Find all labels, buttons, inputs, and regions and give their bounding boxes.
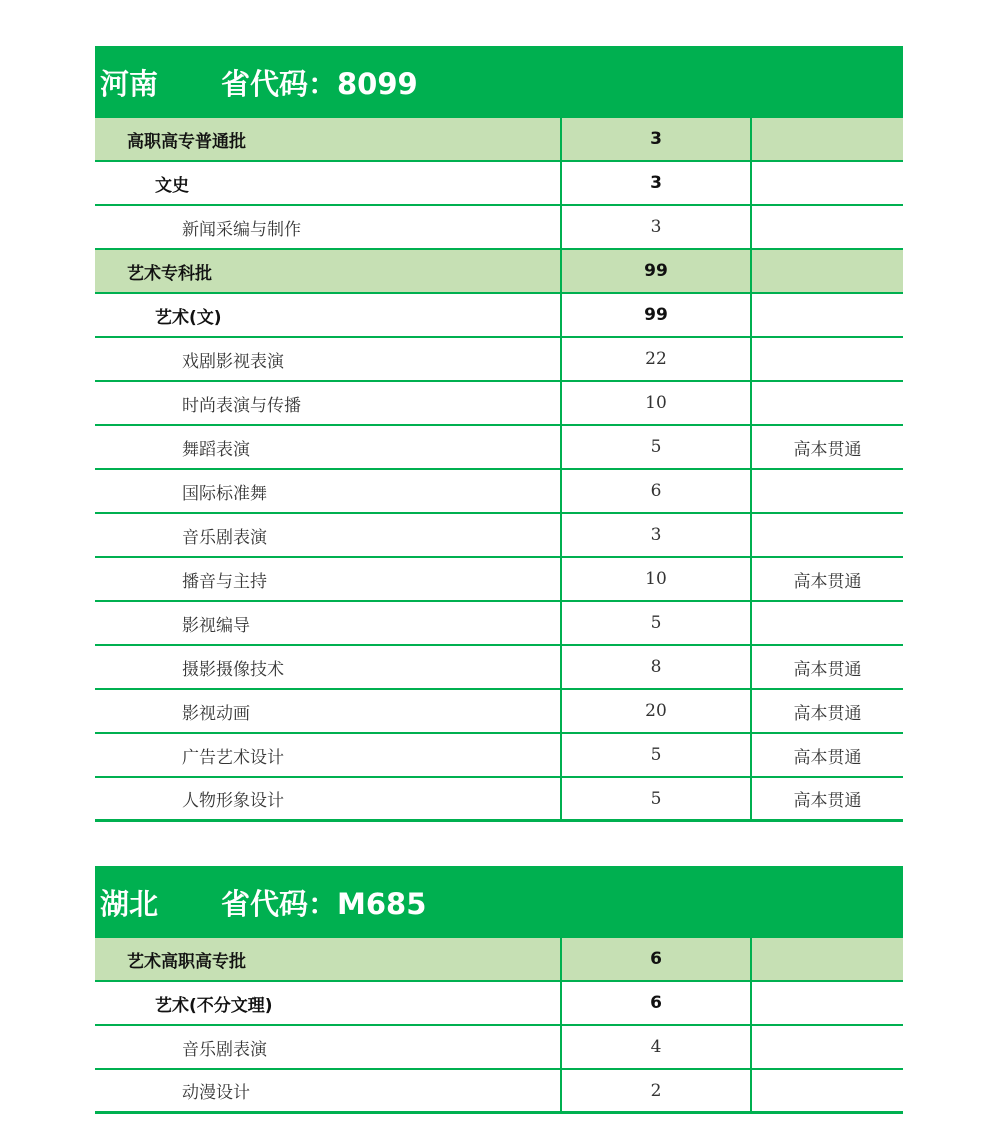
province-name: 湖北 (100, 886, 159, 921)
row-count: 6 (562, 470, 752, 512)
row-name: 音乐剧表演 (95, 514, 562, 556)
row-note (752, 470, 903, 512)
row-count: 3 (562, 162, 752, 204)
row-note (752, 938, 903, 980)
row-count: 5 (562, 602, 752, 644)
row-name: 舞蹈表演 (95, 426, 562, 468)
row-name: 时尚表演与传播 (95, 382, 562, 424)
row-count: 3 (562, 118, 752, 160)
row-name: 文史 (95, 162, 562, 204)
row-name: 广告艺术设计 (95, 734, 562, 776)
table-row (95, 514, 903, 558)
row-note: 高本贯通 (793, 571, 862, 592)
table-row (95, 382, 903, 426)
row-count: 99 (562, 250, 752, 292)
row-name: 影视动画 (95, 690, 562, 732)
table-row (95, 690, 903, 734)
row-note (752, 250, 903, 292)
row-name: 新闻采编与制作 (95, 206, 562, 248)
row-note (752, 118, 903, 160)
table-row (95, 982, 903, 1026)
row-count: 6 (562, 982, 752, 1024)
row-note (752, 162, 903, 204)
row-note (752, 382, 903, 424)
row-count: 3 (562, 206, 752, 248)
row-name: 影视编导 (95, 602, 562, 644)
row-note: 高本贯通 (793, 703, 862, 724)
plan-table (95, 938, 903, 1114)
table-row (95, 646, 903, 690)
row-name: 高职高专普通批 (95, 118, 562, 160)
table-row (95, 250, 903, 294)
row-note (752, 514, 903, 556)
row-name: 艺术高职高专批 (95, 938, 562, 980)
row-count: 10 (562, 558, 752, 600)
row-name: 动漫设计 (95, 1070, 562, 1111)
row-name: 人物形象设计 (95, 778, 562, 819)
row-note (752, 206, 903, 248)
row-note (752, 982, 903, 1024)
province-name: 河南 (100, 66, 159, 101)
henan-section (95, 46, 903, 822)
row-count: 2 (562, 1070, 752, 1111)
plan-table (95, 118, 903, 822)
table-row (95, 294, 903, 338)
table-row (95, 778, 903, 822)
table-row (95, 1070, 903, 1114)
row-name: 艺术(不分文理) (95, 982, 562, 1024)
hubei-section (95, 866, 903, 1114)
row-count: 5 (562, 734, 752, 776)
row-name: 国际标准舞 (95, 470, 562, 512)
row-count: 8 (562, 646, 752, 688)
table-row (95, 338, 903, 382)
table-row (95, 470, 903, 514)
table-row (95, 162, 903, 206)
row-count: 20 (562, 690, 752, 732)
row-note: 高本贯通 (793, 791, 862, 811)
row-note (752, 1026, 903, 1068)
row-note: 高本贯通 (793, 439, 862, 460)
row-count: 22 (562, 338, 752, 380)
province-code: 省代码：8099 (221, 66, 418, 101)
row-name: 艺术(文) (95, 294, 562, 336)
province-code: 省代码：M685 (221, 886, 427, 921)
row-count: 3 (562, 514, 752, 556)
row-count: 6 (562, 938, 752, 980)
row-count: 5 (562, 778, 752, 819)
row-name: 摄影摄像技术 (95, 646, 562, 688)
row-name: 戏剧影视表演 (95, 338, 562, 380)
table-row (95, 558, 903, 602)
row-name: 艺术专科批 (95, 250, 562, 292)
row-note (752, 1070, 903, 1111)
row-count: 4 (562, 1026, 752, 1068)
table-row (95, 118, 903, 162)
row-note (752, 602, 903, 644)
row-note: 高本贯通 (793, 747, 862, 768)
table-row (95, 938, 903, 982)
row-note: 高本贯通 (793, 659, 862, 680)
row-name: 播音与主持 (95, 558, 562, 600)
table-row (95, 734, 903, 778)
table-row (95, 602, 903, 646)
table-row (95, 1026, 903, 1070)
row-note (752, 294, 903, 336)
row-name: 音乐剧表演 (95, 1026, 562, 1068)
table-row (95, 426, 903, 470)
row-count: 5 (562, 426, 752, 468)
row-note (752, 338, 903, 380)
row-count: 99 (562, 294, 752, 336)
section-header (95, 866, 903, 938)
row-count: 10 (562, 382, 752, 424)
table-row (95, 206, 903, 250)
section-header (95, 46, 903, 118)
